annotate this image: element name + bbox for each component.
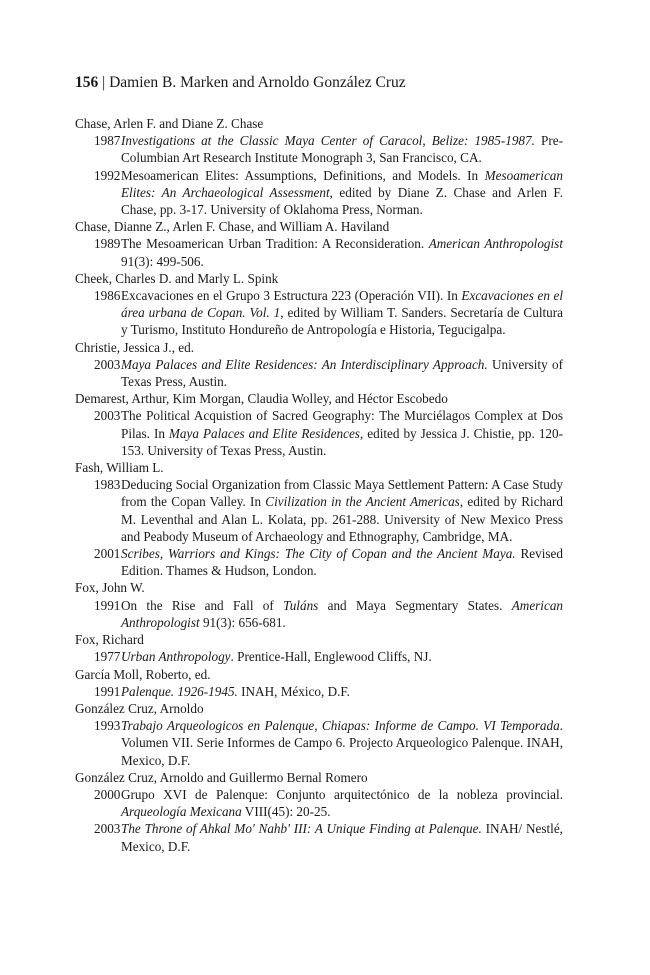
reference-year: 2001 [94,546,121,562]
reference-segment: , edited by Richard M. Leventhal and Alan L. Kolata, pp. 261-288. University of New Mexico Press and Peabody Museum of Archaeology and Ethnography, Cambridge, MA. [121,494,564,544]
reference-year: 1987 [94,133,121,149]
reference-year: 1977 [94,649,121,665]
reference-entry [75,683,563,700]
reference-entry [75,717,563,769]
reference-entry [75,235,563,269]
reference-entry [75,287,563,339]
reference-segment: Revised Edition. Thames & Hudson, London. [121,546,563,579]
reference-author: Fox, John W. [75,580,145,596]
reference-segment: , edited by William T. Sanders. Secretaría de Cultura y Turismo, Instituto Hondureño de Antropología e Historia, Tegucigalpa. [121,305,563,338]
reference-title: Investigations at the Classic Maya Center of Caracol, Belize: 1985-1987. [121,133,535,149]
page-number: 156 [75,74,99,91]
reference-author: Chase, Arlen F. and Diane Z. Chase [75,116,264,131]
reference-year: 1992 [94,167,121,183]
reference-entry [75,597,563,631]
reference-author: Chase, Dianne Z., Arlen F. Chase, and William A. Haviland [75,219,390,235]
reference-author: Cheek, Charles D. and Marly L. Spink [75,270,279,286]
reference-segment: The Mesoamerican Urban Tradition: A Reconsideration. [121,236,429,252]
reference-year: 1993 [94,718,121,734]
reference-year: 1989 [94,236,121,252]
reference-segment: , edited by Jessica J. Chistie, pp. 120-153. University of Texas Press, Austin. [121,425,563,458]
reference-author: Fash, William L. [75,460,164,476]
running-header [75,74,563,92]
reference-author: García Moll, Roberto, ed. [75,666,211,682]
reference-text [121,648,563,665]
reference-text [121,683,563,700]
reference-segment: University of Texas Press, Austin. [121,356,563,390]
reference-segment: Grupo XVI de Palenque: Conjunto arquitectónico de la nobleza provincial. [121,786,563,802]
reference-text [121,786,563,820]
reference-segment: INAH, México, D.F. [237,683,350,699]
reference-author: Fox, Richard [75,632,144,648]
reference-author: Christie, Jessica J., ed. [75,339,195,355]
book-page [75,74,563,855]
reference-segment: The Political Acquistion of Sacred Geography: The Murciélagos Complex at Dos Pilas. In [121,408,563,441]
reference-segment: Deducing Social Organization from Classic Maya Settlement Pattern: A Case Study from the Copan Valley. In [121,477,563,510]
reference-entry [75,132,563,166]
reference-author: González Cruz, Arnoldo and Guillermo Bernal Romero [75,769,368,785]
reference-author: González Cruz, Arnoldo [75,700,204,716]
reference-segment: 91(3): 656-681. [199,614,286,630]
reference-entry [75,820,563,854]
reference-segment: VIII(45): 20-25. [241,804,331,820]
reference-title: Trabajo Arqueologicos en Palenque, Chiapas: Informe de Campo. VI Temporada [121,718,560,734]
reference-title: Scribes, Warriors and Kings: The City of Copan and the Ancient Maya. [121,546,516,562]
reference-text [121,287,563,339]
reference-title: Tuláns [283,597,319,613]
reference-text [121,476,563,545]
header-separator: | [98,74,110,91]
reference-title: Civilization in the Ancient Americas [265,494,460,510]
reference-text [121,545,563,579]
reference-text [121,820,563,854]
reference-year: 1991 [94,597,121,613]
reference-text [121,407,563,459]
reference-title: Maya Palaces and Elite Residences [168,425,360,441]
reference-entry [75,786,563,820]
reference-text [121,167,563,219]
reference-segment: . Volumen VII. Serie Informes de Campo 6. Projecto Arqueologico Palenque. INAH, Mexico, D.F. [121,718,563,768]
reference-segment: Mesoamerican Elites: Assumptions, Definitions, and Models. In [121,167,485,183]
reference-text [121,597,563,631]
reference-title: American Anthropologist [121,597,564,630]
reference-title: The Throne of Ahkal Mo' Nahb' III: A Unique Finding at Palenque. [121,821,482,837]
reference-year: 2003 [94,356,121,372]
reference-title: Arqueología Mexicana [121,804,242,820]
reference-segment: Pre-Columbian Art Research Institute Monograph 3, San Francisco, CA. [121,133,563,166]
reference-year: 2003 [94,821,121,837]
reference-title: Excavaciones en el área urbana de Copan. Vol. 1 [121,288,563,321]
reference-text [121,235,563,269]
reference-author: Demarest, Arthur, Kim Morgan, Claudia Wolley, and Héctor Escobedo [75,391,448,407]
reference-text [121,132,563,166]
reference-list [75,115,563,855]
reference-title: American Anthropologist [428,236,563,252]
reference-year: 1991 [94,683,121,699]
reference-segment: . Prentice-Hall, Englewood Cliffs, NJ. [230,649,432,665]
reference-segment: , edited by Diane Z. Chase and Arlen F. Chase, pp. 3-17. University of Oklahoma Press, Norman. [121,184,563,218]
reference-year: 1986 [94,288,121,304]
reference-entry [75,407,563,459]
reference-segment: INAH/ Nestlé, Mexico, D.F. [121,821,563,854]
reference-segment: and Maya Segmentary States. [318,597,512,613]
reference-title: Maya Palaces and Elite Residences: An Interdisciplinary Approach. [121,356,488,372]
reference-segment: 91(3): 499-506. [121,253,204,269]
reference-text [121,717,563,769]
reference-text [121,356,563,390]
reference-segment: Excavaciones en el Grupo 3 Estructura 223 (Operación VII). In [121,288,462,304]
reference-title: Mesoamerican Elites: An Archaeological Assessment [121,167,563,200]
header-authors: Damien B. Marken and Arnoldo González Cruz [109,74,406,91]
reference-entry [75,648,563,665]
reference-year: 1983 [94,477,121,493]
reference-entry [75,356,563,390]
reference-entry [75,545,563,579]
reference-year: 2000 [94,786,121,802]
reference-segment: On the Rise and Fall of [121,597,284,613]
reference-title: Urban Anthropology [121,649,231,665]
reference-year: 2003 [94,408,121,424]
reference-entry [75,167,563,219]
reference-title: Palenque. 1926-1945. [121,683,238,699]
reference-entry [75,476,563,545]
